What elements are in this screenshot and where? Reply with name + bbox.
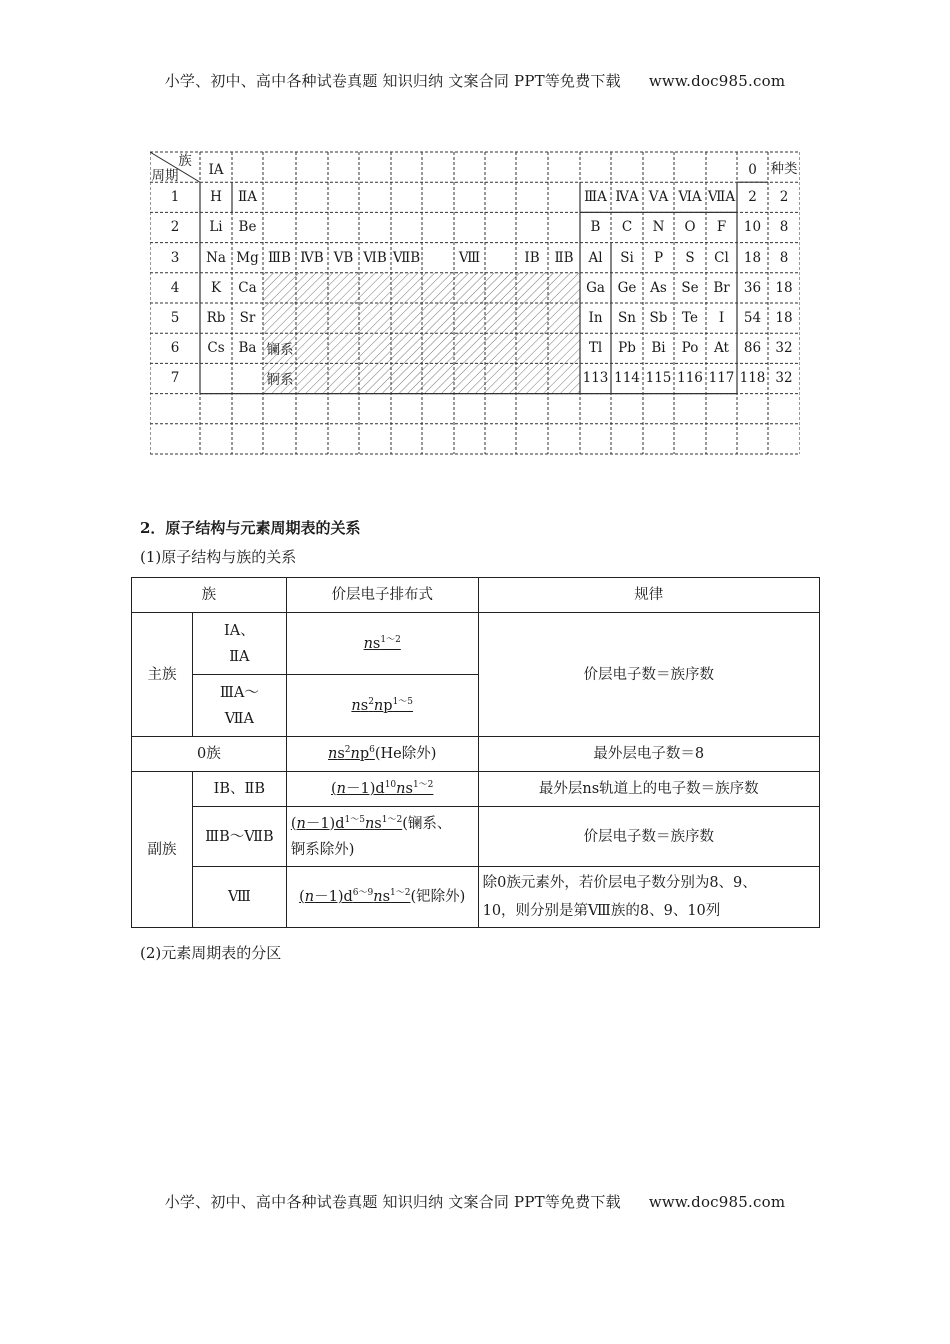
zero-group-config: $ns^2np^6(He$除外) [286, 737, 478, 772]
group-label-VIB: ⅥB [363, 249, 387, 266]
element-cell: Ca [238, 279, 257, 296]
group-label-IVB: ⅣB [300, 249, 324, 266]
group-label-IIIB: ⅢB [268, 249, 291, 266]
element-cell: 116 [677, 370, 703, 387]
IB-IIB-rule: 最外层ns轨道上的电子数＝族序数 [478, 772, 819, 807]
subsection-title-2: (2)元素周期表的分区 [140, 944, 282, 962]
period-number: 7 [170, 370, 180, 387]
element-cell: Ga [586, 279, 605, 296]
noble-gas-cell: 2 [748, 189, 757, 206]
period-number: 1 [170, 189, 180, 206]
main-group-label: 主族 [132, 613, 193, 737]
page-header [0, 70, 950, 91]
element-cell: Sr [239, 310, 256, 327]
element-count: 32 [775, 370, 793, 387]
corner-label-group: 族 [178, 153, 192, 169]
element-count: 8 [779, 219, 789, 236]
element-cell: Sn [618, 310, 636, 327]
actinides-label: 锕系 [266, 372, 294, 389]
group-label-IB: ⅠB [524, 249, 540, 266]
element-cell: P [653, 249, 664, 266]
relation-table [131, 577, 820, 928]
header-config: 价层电子排布式 [286, 578, 478, 613]
noble-gas-cell: 18 [743, 249, 762, 266]
IIIA-VIIA-label: ⅢA～ ⅦA [192, 675, 286, 737]
periodic-table [150, 150, 800, 465]
element-cell: 113 [582, 370, 609, 387]
element-cell: F [716, 219, 727, 236]
element-cell: Si [620, 249, 634, 266]
element-cell: Po [681, 340, 699, 357]
header-group: 族 [132, 578, 287, 613]
page-footer [0, 1191, 950, 1212]
element-cell: Be [238, 219, 257, 236]
element-cell: As [650, 279, 667, 296]
element-cell: B [590, 219, 601, 236]
element-cell: Pb [618, 340, 636, 357]
element-cell: S [685, 249, 695, 266]
period-number: 6 [170, 340, 180, 357]
element-cell: Cl [714, 249, 729, 266]
subsection-title-1: (1)原子结构与族的关系 [140, 548, 297, 566]
corner-label-period: 周期 [151, 168, 179, 184]
header-rule: 规律 [478, 578, 819, 613]
element-cell: Al [588, 249, 603, 266]
element-cell: In [588, 310, 603, 327]
group-label-IIB: ⅡB [554, 249, 574, 266]
group-label-0: 0 [748, 162, 757, 178]
element-cell: Tl [588, 340, 603, 357]
element-cell: I [718, 310, 725, 327]
count-header: 种类 [770, 161, 798, 177]
period-number: 5 [170, 310, 180, 327]
element-cell: Bi [651, 340, 666, 357]
section-title: 2．原子结构与元素周期表的关系 [140, 519, 361, 537]
lanthanides-label: 镧系 [266, 342, 294, 359]
element-cell: At [714, 340, 729, 357]
group-label-IA: ⅠA [208, 162, 224, 178]
footer-site: www.doc985.com [648, 1193, 786, 1211]
IIIA-VIIA-config: $ns^2np^{1\sim 5}$ [286, 675, 478, 737]
group-label-VIII: Ⅷ [458, 249, 481, 266]
IIIB-VIIB-config: $(n-1)d^{1\sim 5}ns^{1\sim 2}$(镧系、 锕系除外) [286, 807, 478, 867]
element-cell: Cs [207, 340, 225, 357]
zero-group-label: 0族 [132, 737, 287, 772]
group-label-VIA: ⅥA [678, 189, 702, 206]
element-cell: 115 [645, 370, 672, 387]
period-number: 3 [170, 249, 180, 266]
noble-gas-cell: 86 [743, 340, 762, 357]
element-count: 18 [775, 279, 793, 296]
VIII-label: Ⅷ [192, 867, 286, 928]
period-number: 2 [170, 219, 180, 236]
element-cell: Se [681, 279, 699, 296]
IIIB-VIIB-rule: 价层电子数＝族序数 [478, 807, 819, 867]
element-count: 8 [779, 249, 789, 266]
group-label-VA: ⅤA [648, 189, 669, 206]
element-count: 2 [779, 189, 789, 206]
element-cell: 117 [708, 370, 735, 387]
sub-group-label: 副族 [132, 772, 193, 928]
element-cell: Sb [649, 310, 668, 327]
IIIB-VIIB-label: ⅢB～ⅦB [192, 807, 286, 867]
group-label-IIIA: ⅢA [584, 189, 607, 206]
element-cell: 114 [614, 370, 640, 387]
noble-gas-cell: 10 [743, 219, 762, 236]
group-label-VIIA: ⅦA [707, 189, 736, 206]
header-site: www.doc985.com [648, 72, 786, 90]
element-cell: Te [682, 310, 698, 327]
element-cell: K [210, 279, 222, 296]
element-cell: H [210, 189, 222, 206]
group-label-IIA: ⅡA [238, 189, 257, 206]
group-label-IVA: ⅣA [615, 189, 639, 206]
group-label-VIIB: ⅦB [392, 249, 421, 266]
element-cell: Ge [617, 279, 637, 296]
VIII-config: $(n-1)d^{6\sim 9}ns^{1\sim 2}$(钯除外) [286, 867, 478, 928]
VIII-rule: 除0族元素外，若价层电子数分别为8、9、 10，则分别是第Ⅷ族的8、9、10列 [478, 867, 819, 928]
element-cell: O [684, 219, 696, 236]
element-cell: Na [206, 249, 226, 266]
group-label-VB: ⅤB [333, 249, 354, 266]
element-count: 18 [775, 310, 793, 327]
element-cell: C [621, 219, 633, 236]
element-cell: N [652, 219, 665, 236]
zero-group-rule: 最外层电子数＝8 [478, 737, 819, 772]
IA-IIA-config: $ns^{1\sim 2}$ [286, 613, 478, 675]
IB-IIB-config: $(n-1)d^{10}ns^{1\sim 2}$ [286, 772, 478, 807]
main-group-rule: 价层电子数＝族序数 [478, 613, 819, 737]
IB-IIB-label: ⅠB、ⅡB [192, 772, 286, 807]
noble-gas-cell: 36 [743, 279, 762, 296]
period-number: 4 [170, 279, 180, 296]
element-cell: Mg [236, 249, 259, 266]
header-text: 小学、初中、高中各种试卷真题 知识归纳 文案合同 PPT等免费下载 [164, 72, 621, 90]
noble-gas-cell: 118 [739, 370, 766, 387]
IA-IIA-label: ⅠA、 ⅡA [192, 613, 286, 675]
footer-text: 小学、初中、高中各种试卷真题 知识归纳 文案合同 PPT等免费下载 [164, 1193, 621, 1211]
element-cell: Li [209, 219, 223, 236]
element-cell: Br [713, 279, 730, 296]
element-count: 32 [775, 340, 793, 357]
noble-gas-cell: 54 [743, 310, 762, 327]
element-cell: Ba [238, 340, 257, 357]
element-cell: Rb [206, 310, 226, 327]
